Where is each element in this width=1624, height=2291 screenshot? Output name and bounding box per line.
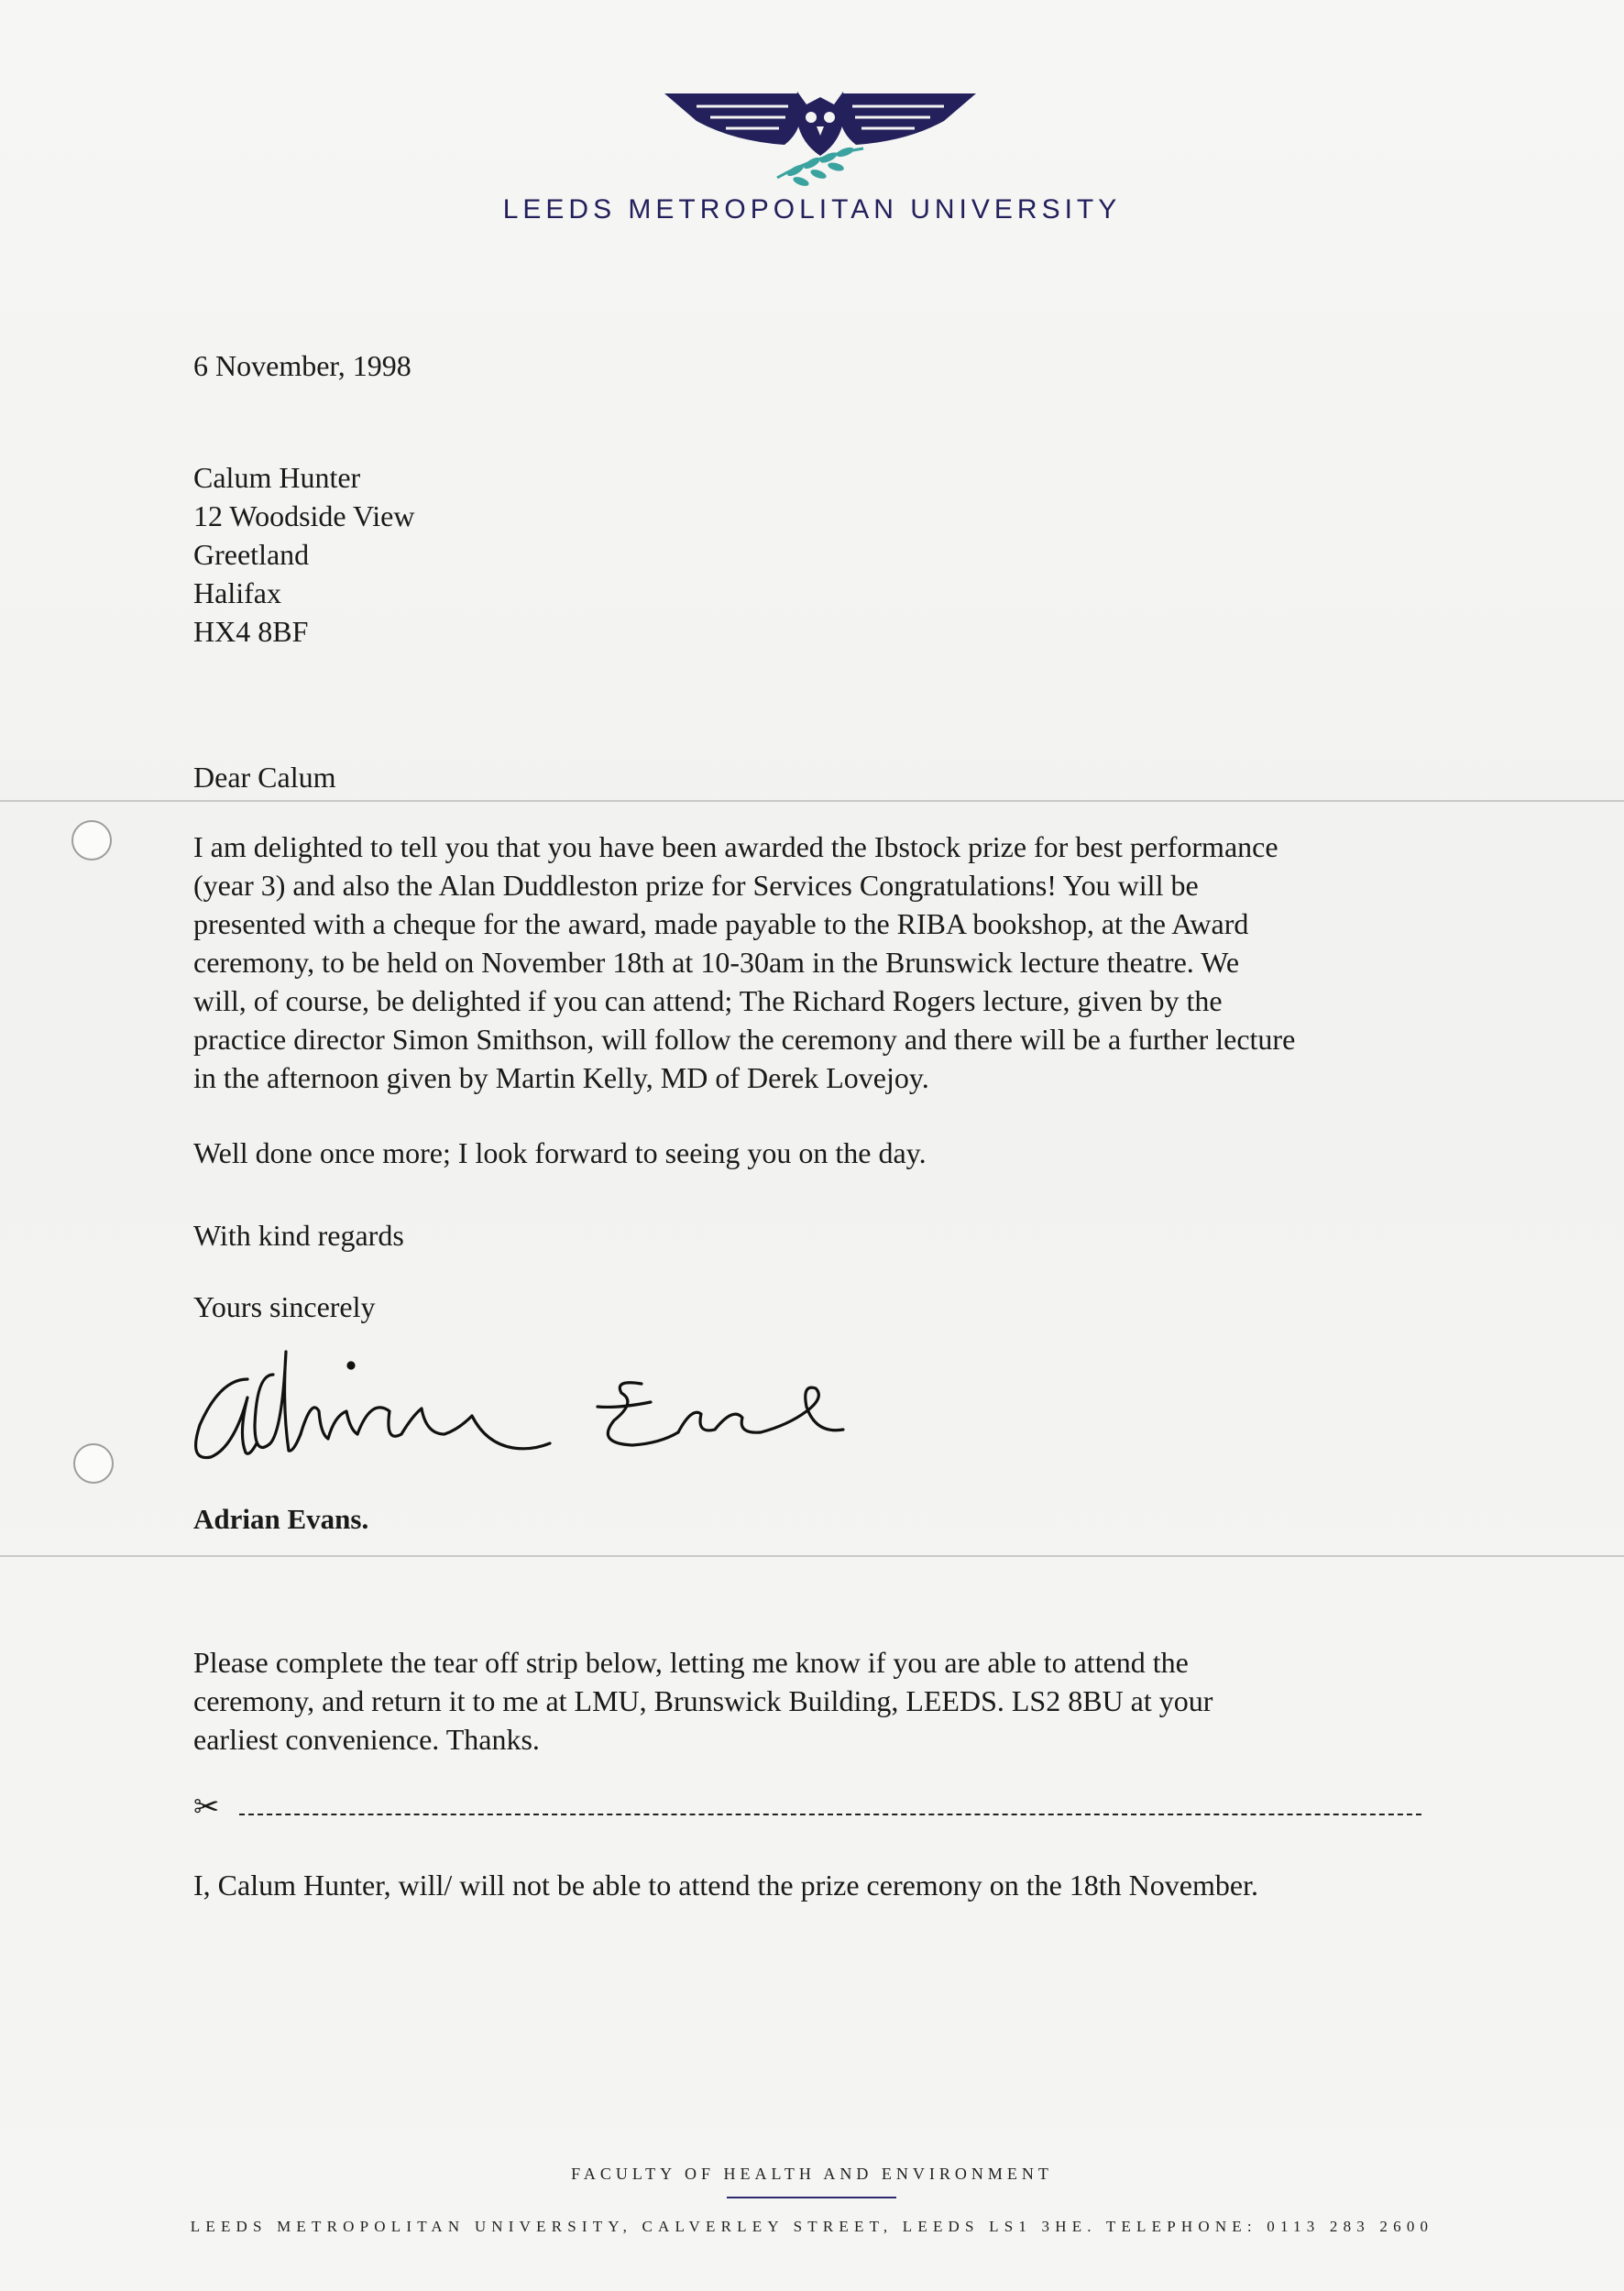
scissors-icon: ✂ — [193, 1789, 220, 1825]
address-line: HX4 8BF — [193, 615, 309, 648]
instruction-line: earliest convenience. Thanks. — [193, 1723, 540, 1756]
handwritten-signature — [183, 1343, 990, 1480]
dashed-line — [239, 1814, 1421, 1815]
letter-date: 6 November, 1998 — [193, 349, 411, 382]
punch-hole — [71, 820, 112, 860]
closing-paragraph: Well done once more; I look forward to seeing you on the day. — [193, 1136, 927, 1169]
regards: With kind regards — [193, 1219, 404, 1252]
salutation: Dear Calum — [193, 761, 336, 794]
punch-hole — [73, 1443, 114, 1484]
fold-line — [0, 1555, 1624, 1557]
recipient-address — [193, 458, 414, 651]
body-line: will, of course, be delighted if you can attend; The Richard Rogers lecture, given by the — [193, 984, 1223, 1017]
valediction: Yours sincerely — [193, 1290, 376, 1323]
body-line: in the afternoon given by Martin Kelly, MD of Derek Lovejoy. — [193, 1061, 929, 1094]
instruction-line: ceremony, and return it to me at LMU, Brunswick Building, LEEDS. LS2 8BU at your — [193, 1684, 1213, 1717]
university-name: LEEDS METROPOLITAN UNIVERSITY — [502, 194, 1122, 225]
address-line: 12 Woodside View — [193, 499, 415, 532]
faculty-name: FACULTY OF HEALTH AND ENVIRONMENT — [571, 2165, 1053, 2183]
body-line: ceremony, to be held on November 18th at 10-30am in the Brunswick lecture theatre. We — [193, 946, 1240, 979]
fold-line — [0, 800, 1624, 802]
address-line: Greetland — [193, 538, 310, 571]
signer-name: Adrian Evans. — [193, 1503, 369, 1535]
tear-off-cut-line — [193, 1789, 1421, 1825]
body-line: practice director Simon Smithson, will follow the ceremony and there will be a further lecture — [193, 1023, 1296, 1056]
tear-off-instructions — [193, 1643, 1213, 1759]
footer-address: LEEDS METROPOLITAN UNIVERSITY, CALVERLEY STREET, LEEDS LS1 3HE. TELEPHONE: 0113 283 2600 — [190, 2218, 1434, 2235]
owl-wings-logo — [660, 82, 981, 188]
footer-rule — [727, 2197, 896, 2198]
instruction-line: Please complete the tear off strip below, letting me know if you are able to attend the — [193, 1646, 1189, 1679]
reply-line: I, Calum Hunter, will/ will not be able to attend the prize ceremony on the 18th November. — [193, 1869, 1258, 1902]
address-line: Calum Hunter — [193, 461, 361, 494]
body-line: I am delighted to tell you that you have been awarded the Ibstock prize for best performance — [193, 830, 1278, 863]
body-line: (year 3) and also the Alan Duddleston prize for Services Congratulations! You will be — [193, 869, 1199, 902]
body-paragraph — [193, 828, 1295, 1097]
body-line: presented with a cheque for the award, made payable to the RIBA bookshop, at the Award — [193, 907, 1249, 940]
address-line: Halifax — [193, 576, 281, 609]
